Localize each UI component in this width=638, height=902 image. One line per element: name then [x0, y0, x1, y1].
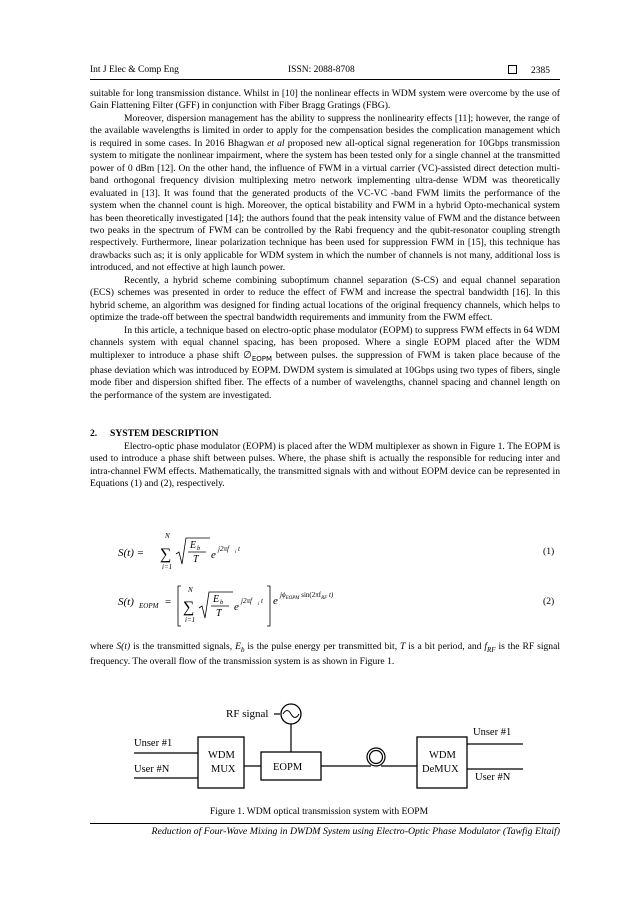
- eq1-sum-upper: N: [165, 532, 170, 540]
- eq1-numerator-sub: b: [197, 545, 201, 552]
- section-paragraph-1: Electro-optic phase modulator (EOPM) is placed after the WDM multiplexer as shown in Figure 1. The EOPM is used to introduce a phase shift between pulses. Where, the phase shift is actually the responsible for reducing inter and intra-channel FWM effects. Mathematically, the transmitted signals with and without EOPM device can be represented in Equations (1) and (2), respectively.: [90, 441, 560, 490]
- fiber-spool-inner: [370, 751, 383, 764]
- eq2-exponent-2: [279, 591, 334, 601]
- equation-2: [110, 582, 370, 634]
- wdm-mux-block: [198, 737, 244, 788]
- footer-rule: [90, 823, 560, 824]
- paragraph-3: Recently, a hybrid scheme combining suboptimum channel separation (S-CS) and equal channel separation (ECS) schemes was presented in order to reduce the effect of FWM and increase the spectral bandwidth [16]. In this hybrid scheme, an algorithm was designed for finding actual locations of the original frequency channels, which helps to optimize the trade-off between the spectral bandwidth requirements and immunity from the FWM effect.: [90, 274, 560, 324]
- eq2-sum-sign: ∑: [183, 599, 195, 616]
- body-text-after-equations: [90, 641, 560, 669]
- phase-symbol: [243, 350, 272, 361]
- eq2-exp-base-1: e: [234, 601, 239, 613]
- wdm-demux-block: [417, 737, 467, 788]
- eq2-left-bracket: [178, 586, 181, 626]
- paragraph-2-text-b: proposed new all-optical signal regeneration for 10Gbps transmission system to mitigate the nonlinear impairment, where the system has been tested only for a single channel at the transmitted power of 0 dBm [12]. On the other hand, the influence of FWM in a virtual carrier (VC)-assisted direct detection multi-band orthogonal frequency division multiplexing metro network implementing ultra-dense WDM was theoretically evaluated in [13]. It was found that the generated products of the VC-VC -band FWM limits the performance of the system when the channel count is high. Moreover, the optical bistability and FWM in a hybrid Opto-mechanical system has been theoretically investigated [14]; the authors found that the peak intensity value of FWM and the distance between two peaks in the spectrum of FWM can be controlled by the Rabi frequency and the qubit-resonator coupling strength respectively. Furthermore, linear polarization technique has been used for suppression FWM in [15], this technique has drawbacks such as; it is only applicable for WDM system in which the number of channels is not many, additional loss is introduced, and not effective at high launch power.: [90, 137, 560, 274]
- expl-frf-main: f: [484, 641, 488, 652]
- page-number: 2385: [531, 66, 550, 76]
- square-bullet-icon: [508, 65, 517, 74]
- paragraph-1: suitable for long transmission distance. Whilst in [10] the nonlinear effects in WDM system were overcome by the use of Gain Flattening Filter (GFF) in conjunction with Fiber Bragg Gratings (FBG).: [90, 88, 560, 112]
- wdm-mux-label-1: WDM: [208, 750, 235, 761]
- et-al: et al: [267, 137, 285, 149]
- eq2-lhs-sub: EOPM: [139, 602, 159, 610]
- expl-e: is the RF signal frequency. The overall flow of the transmission system is as shown in Figure 1.: [90, 641, 561, 668]
- body-text-intro: [90, 88, 560, 402]
- eq1-sum-sign: ∑: [160, 546, 172, 563]
- expl-frf-sub: RF: [487, 645, 496, 654]
- body-text-section: [90, 441, 560, 491]
- eq1-sum-lower: i=1: [162, 563, 173, 571]
- issn: ISSN: 2088-8708: [288, 65, 355, 75]
- expl-eb-main: E: [235, 641, 241, 652]
- eq2-right-bracket: [267, 586, 270, 626]
- eopm-label: EOPM: [273, 762, 303, 773]
- expl-eb-sub: b: [240, 645, 245, 654]
- wdm-mux-label-2: MUX: [211, 764, 236, 775]
- page-number-wrap: [508, 65, 550, 76]
- phase-symbol-glyph: ∅: [243, 349, 252, 361]
- wdm-demux-label-1: WDM: [429, 750, 456, 761]
- eq1-exponent: j2πf: [218, 545, 229, 553]
- rf-signal-label: RF signal: [226, 708, 269, 720]
- expl-frf: [484, 641, 495, 652]
- expl-b: is the transmitted signals,: [130, 641, 236, 652]
- eq2-exponent-2-end: t): [327, 591, 334, 599]
- user-n-output-label: User #N: [475, 772, 511, 783]
- section-number: 2.: [90, 428, 98, 439]
- equation-2-number: (2): [543, 596, 555, 607]
- paragraph-4-text-b: between pulses. the suppression of FWM is taken place because of the phase deviation which was introduced by EOPM. DWDM system is simulated at 10Gbps using two types of fibers, single mode fiber and dispersion shifted fiber. The effects of a number of wavelengths, channel spacing and channel length on the performance of the system are investigated.: [90, 349, 560, 401]
- eq2-sum-upper: N: [188, 586, 193, 594]
- user-1-input-label: Unser #1: [134, 738, 173, 749]
- eq2-lhs: S(t): [118, 596, 134, 608]
- expl-c: is the pulse energy per transmitted bit,: [244, 641, 400, 652]
- journal-name: Int J Elec & Comp Eng: [90, 65, 179, 75]
- user-1-output-label: Unser #1: [473, 727, 512, 738]
- equation-1: [110, 528, 290, 578]
- eq1-numerator: E: [190, 540, 197, 551]
- eq2-exponent-1-sub: i: [258, 602, 260, 607]
- eq1-lhs: S(t) =: [118, 547, 145, 559]
- eq2-exponent-1: j2πf: [241, 597, 252, 605]
- running-header: [90, 65, 550, 79]
- eq2-exponent-1-t: t: [261, 597, 263, 605]
- eq2-exponent-2-phi: jϕ: [280, 591, 286, 599]
- header-rule: [90, 79, 560, 80]
- paragraph-4-text-a: In this article, a technique based on electro-optic phase modulator (EOPM) to suppress FWM effects in 64 WDM channels system with equal channel spacing, has been proposed. Where a single EOPM placed after the WDM multiplexer to introduce a phase shift: [90, 324, 560, 361]
- section-heading: [90, 428, 219, 439]
- equation-1-number: (1): [543, 546, 555, 557]
- expl-d: is a bit period, and: [405, 641, 485, 652]
- expl-t: T: [400, 641, 406, 652]
- eq1-denominator: T: [193, 554, 199, 565]
- user-n-input-label: User #N: [134, 764, 170, 775]
- figure-1-diagram: [120, 700, 540, 800]
- eq2-exponent-2-rf: RF: [321, 596, 328, 601]
- equation-explanation: [90, 641, 560, 669]
- eq2-numerator-sub: b: [220, 599, 224, 606]
- eq1-exponent-sub: i: [235, 550, 237, 555]
- eq1-exponent-t: t: [238, 545, 240, 553]
- wdm-demux-label-2: DeMUX: [422, 764, 459, 775]
- expl-st: S(t): [116, 641, 131, 652]
- eq2-exp-base-2: e: [273, 595, 278, 607]
- eq2-exponent-2-sub: EOPM: [285, 596, 300, 601]
- paragraph-4: [90, 325, 560, 403]
- figure-1-caption: Figure 1. WDM optical transmission system with EOPM: [209, 806, 429, 817]
- paragraph-2-text-a: Moreover, dispersion management has the ability to suppress the nonlinearity effects [11]; however, the range of the available wavelengths is limited in order to apply for the compensation besides the complication management which is required in some cases. In 2016 Bhagwan: [90, 112, 560, 149]
- section-title: SYSTEM DESCRIPTION: [110, 428, 219, 439]
- eq1-exp-base: e: [211, 549, 216, 561]
- eq2-numerator: E: [213, 594, 220, 605]
- expl-a: where: [90, 641, 117, 652]
- phase-symbol-sub: EOPM: [251, 354, 273, 363]
- eq2-exponent-2-sin: sin(2πf: [299, 591, 322, 599]
- eq2-equals: =: [165, 596, 172, 608]
- running-footer: Reduction of Four-Wave Mixing in DWDM System using Electro-Optic Phase Modulator (Tawfig Eltaif): [151, 826, 560, 837]
- paragraph-2: [90, 113, 560, 275]
- eq2-denominator: T: [216, 608, 222, 619]
- eq2-sum-lower: i=1: [185, 616, 196, 624]
